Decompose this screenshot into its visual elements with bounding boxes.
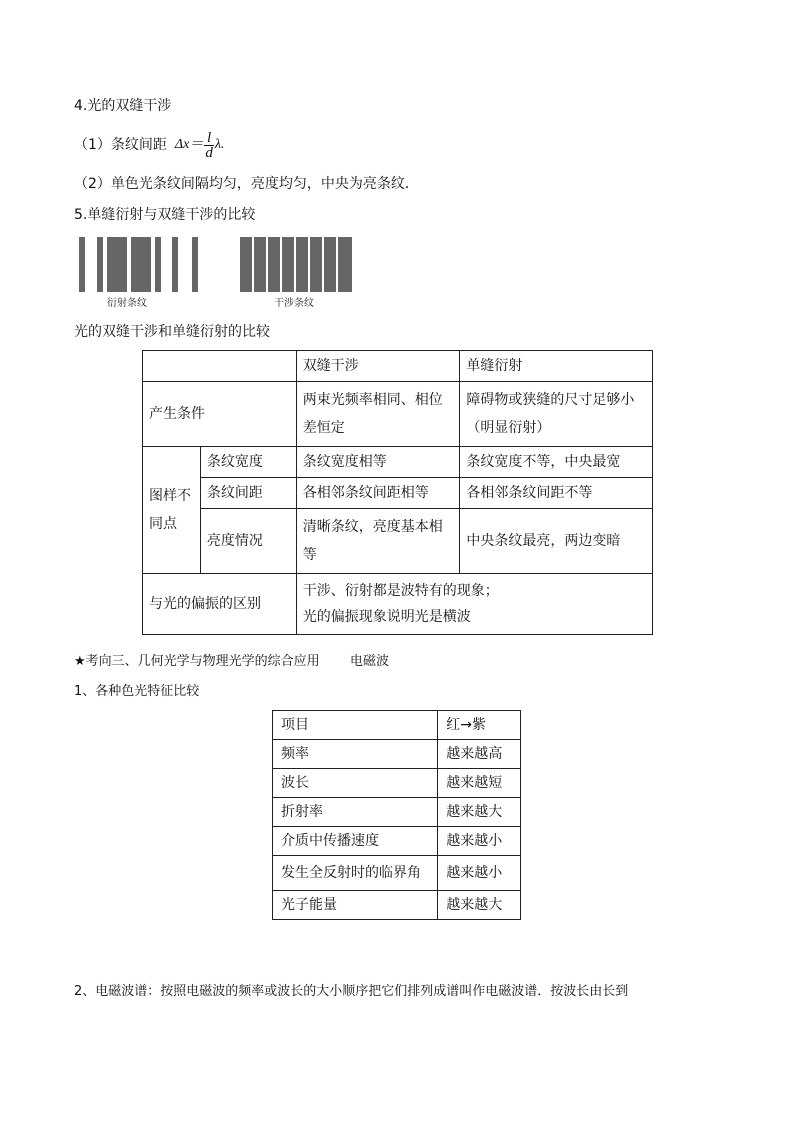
- table-cell: 越来越短: [438, 769, 521, 798]
- table-header-cell: 项目: [273, 711, 438, 740]
- topic-3-item-1: 1、各种色光特征比较: [74, 684, 200, 699]
- table-cell: 波长: [273, 769, 438, 798]
- table-cell: 条纹宽度相等: [296, 447, 460, 478]
- table-cell: 条纹宽度不等，中央最宽: [460, 447, 653, 478]
- section-5-title: 5.单缝衍射与双缝干涉的比较: [74, 207, 256, 223]
- interference-bar: [282, 237, 294, 292]
- table-row: [273, 891, 521, 920]
- table-row: [273, 740, 521, 769]
- diffraction-bar: [79, 237, 85, 292]
- table-cell: 越来越大: [438, 891, 521, 920]
- table-cell: 折射率: [273, 798, 438, 827]
- item-1-prefix: （1）条纹间距: [74, 137, 167, 153]
- polar-line-1: 干涉、衍射都是波特有的现象；: [302, 583, 499, 599]
- table-row: [143, 574, 653, 635]
- interference-bar: [268, 237, 280, 292]
- table-row: [273, 769, 521, 798]
- table-header-row: [273, 711, 521, 740]
- table-cell: 各相邻条纹间距相等: [296, 478, 460, 509]
- interference-bar: [254, 237, 266, 292]
- polar-line-2: 光的偏振现象说明光是横波: [302, 609, 471, 625]
- table-cell: 清晰条纹，亮度基本相等: [296, 509, 460, 574]
- diffraction-bar: [155, 237, 161, 292]
- interference-bar: [324, 237, 336, 292]
- group-label: 图样不同点: [143, 447, 201, 574]
- table-header-cell: 单缝衍射: [460, 351, 653, 382]
- fraction-l-over-d: [204, 131, 214, 160]
- table-cell: 两束光频率相同、相位差恒定: [296, 382, 460, 447]
- table-cell: 频率: [273, 740, 438, 769]
- row-label: 条纹间距: [200, 478, 296, 509]
- table-header-empty: [143, 351, 297, 382]
- table-header-row: [143, 351, 653, 382]
- topic-3-heading-tail: 电磁波: [349, 654, 389, 669]
- interference-bar: [310, 237, 322, 292]
- comparison-subtitle: 光的双缝干涉和单缝衍射的比较: [74, 324, 270, 340]
- section-4-title: 4.光的双缝干涉: [74, 98, 172, 114]
- color-characteristics-table: [272, 710, 521, 920]
- table-row: [143, 478, 653, 509]
- diffraction-bar: [107, 237, 127, 292]
- table-cell: 介质中传播速度: [273, 827, 438, 856]
- table-row: [273, 827, 521, 856]
- table-header-cell: 红→紫: [438, 711, 521, 740]
- topic-3-item-2: 2、电磁波谱：按照电磁波的频率或波长的大小顺序把它们排列成谱叫作电磁波谱．按波长由长到: [74, 984, 629, 999]
- formula-delta-x: Δx＝: [174, 137, 204, 152]
- table-cell: 越来越高: [438, 740, 521, 769]
- table-header-cell: 双缝干涉: [296, 351, 460, 382]
- interference-caption: 干涉条纹: [274, 298, 314, 309]
- formula-lambda: λ.: [214, 137, 225, 152]
- table-cell: [296, 574, 652, 635]
- row-label: 产生条件: [143, 382, 297, 447]
- table-cell: 光子能量: [273, 891, 438, 920]
- topic-3-heading-main: ★考向三、几何光学与物理光学的综合应用: [74, 654, 320, 669]
- table-cell: 越来越大: [438, 798, 521, 827]
- diffraction-bar: [131, 237, 151, 292]
- section-4-item-2: （2）单色光条纹间隔均匀，亮度均匀，中央为亮条纹．: [74, 176, 419, 192]
- row-label: 与光的偏振的区别: [143, 574, 297, 635]
- diffraction-bar: [172, 237, 178, 292]
- table-row: [143, 509, 653, 574]
- fraction-denominator: d: [205, 144, 213, 161]
- interference-bar: [338, 237, 352, 292]
- diffraction-bar: [97, 237, 103, 292]
- row-label: 条纹宽度: [200, 447, 296, 478]
- table-cell: 障碍物或狭缝的尺寸足够小（明显衍射）: [460, 382, 653, 447]
- diffraction-caption: 衍射条纹: [107, 298, 147, 309]
- table-row: [273, 856, 521, 891]
- table-cell: 中央条纹最亮，两边变暗: [460, 509, 653, 574]
- interference-diffraction-table: [142, 350, 653, 635]
- section-4-item-1: [74, 127, 224, 163]
- row-label: 亮度情况: [200, 509, 296, 574]
- topic-3-heading: [74, 653, 389, 671]
- table-cell: 越来越小: [438, 856, 521, 891]
- interference-bar: [240, 237, 252, 292]
- interference-bar: [296, 237, 308, 292]
- table-row: [143, 447, 653, 478]
- fraction-numerator: l: [204, 131, 214, 146]
- table-cell: 发生全反射时的临界角: [273, 856, 438, 891]
- diffraction-bar: [192, 237, 198, 292]
- table-cell: 越来越小: [438, 827, 521, 856]
- table-cell: 各相邻条纹间距不等: [460, 478, 653, 509]
- table-row: [273, 798, 521, 827]
- table-row: [143, 382, 653, 447]
